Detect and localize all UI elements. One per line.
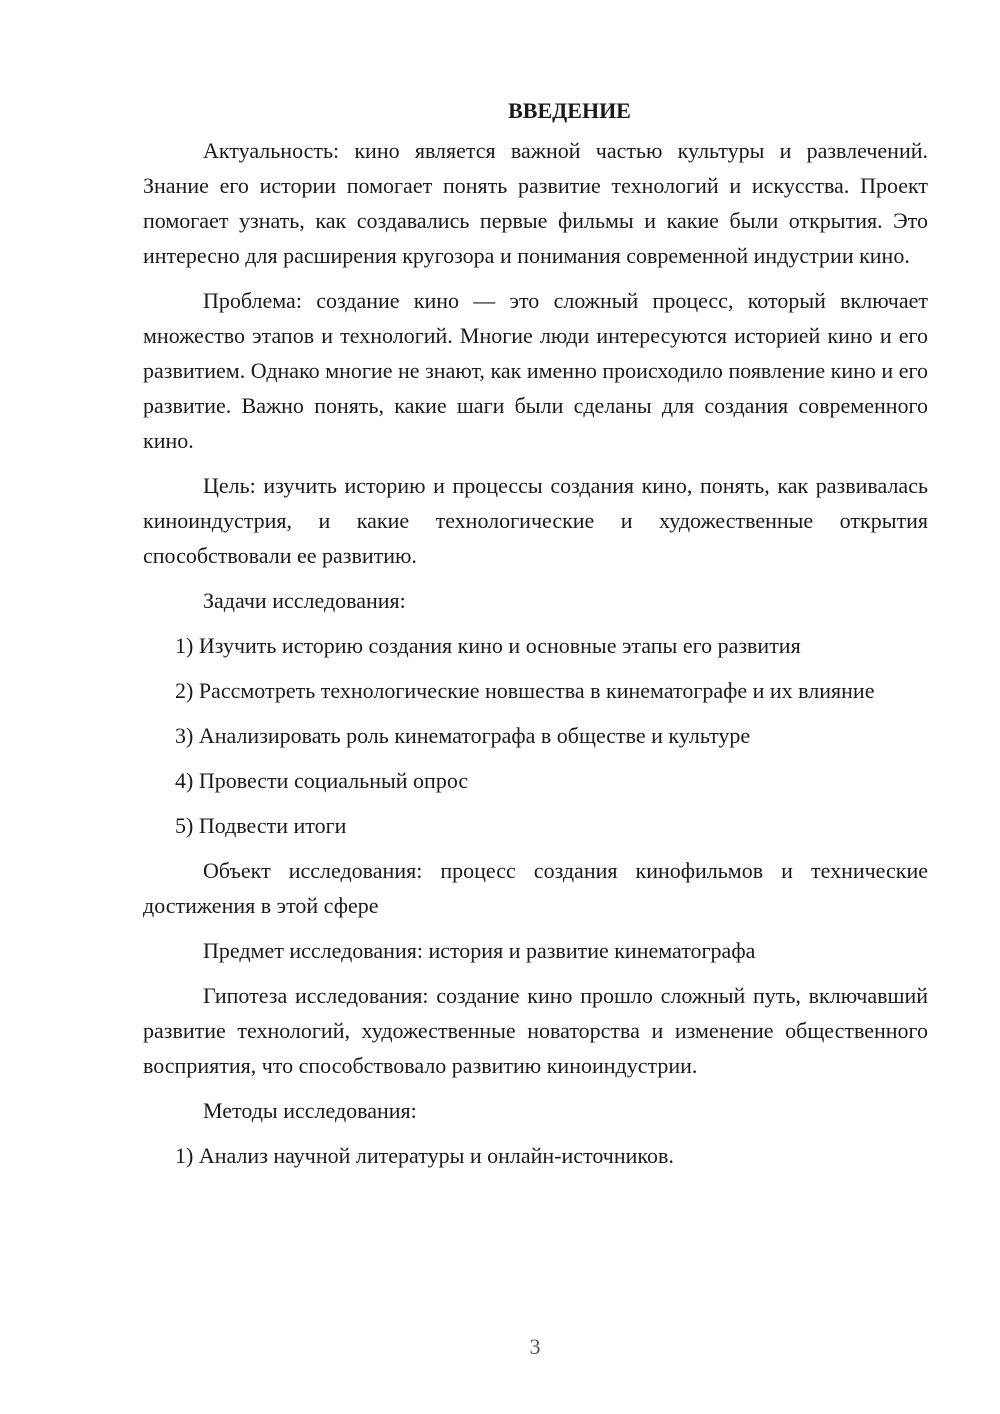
document-page [143,96,928,1183]
task-item: 3) Анализировать роль кинематографа в обществе и культуре [175,723,751,748]
section-title: ВВЕДЕНИЕ [508,98,631,123]
methods-heading: Методы исследования: [203,1098,417,1123]
method-item: 1) Анализ научной литературы и онлайн-источников. [175,1143,674,1168]
task-item: 2) Рассмотреть технологические новшества в кинематографе и их влияние [175,678,875,703]
page-number: 3 [529,1334,541,1359]
subject-paragraph: Предмет исследования: история и развитие кинематографа [203,938,756,963]
task-item: 4) Провести социальный опрос [175,768,469,793]
relevance-paragraph: Актуальность: кино является важной частью культуры и развлечений. Знание его истории помогает понять развитие технологий и искусства. Проект помогает узнать, как создавались первые фильмы и какие были открытия. Это интересно для расширения кругозора и понимания современной индустрии кино. [143,138,928,268]
object-paragraph: Объект исследования: процесс создания кинофильмов и технические достижения в этой сфере [143,858,928,918]
problem-paragraph: Проблема: создание кино — это сложный процесс, который включает множество этапов и технологий. Многие люди интересуются историей кино и его развитием. Однако многие не знают, как именно происходило появление кино и его развитие. Важно понять, какие шаги были сделаны для создания современного кино. [143,288,928,453]
task-item: 1) Изучить историю создания кино и основные этапы его развития [175,633,801,658]
task-item: 5) Подвести итоги [175,813,347,838]
tasks-heading: Задачи исследования: [203,588,406,613]
hypothesis-paragraph: Гипотеза исследования: создание кино прошло сложный путь, включавший развитие технологий, художественные новаторства и изменение общественного восприятия, что способствовало развитию киноиндустрии. [143,983,928,1078]
goal-paragraph: Цель: изучить историю и процессы создания кино, понять, как развивалась киноиндустрия, и какие технологические и художественные открытия способствовали ее развитию. [143,473,928,568]
